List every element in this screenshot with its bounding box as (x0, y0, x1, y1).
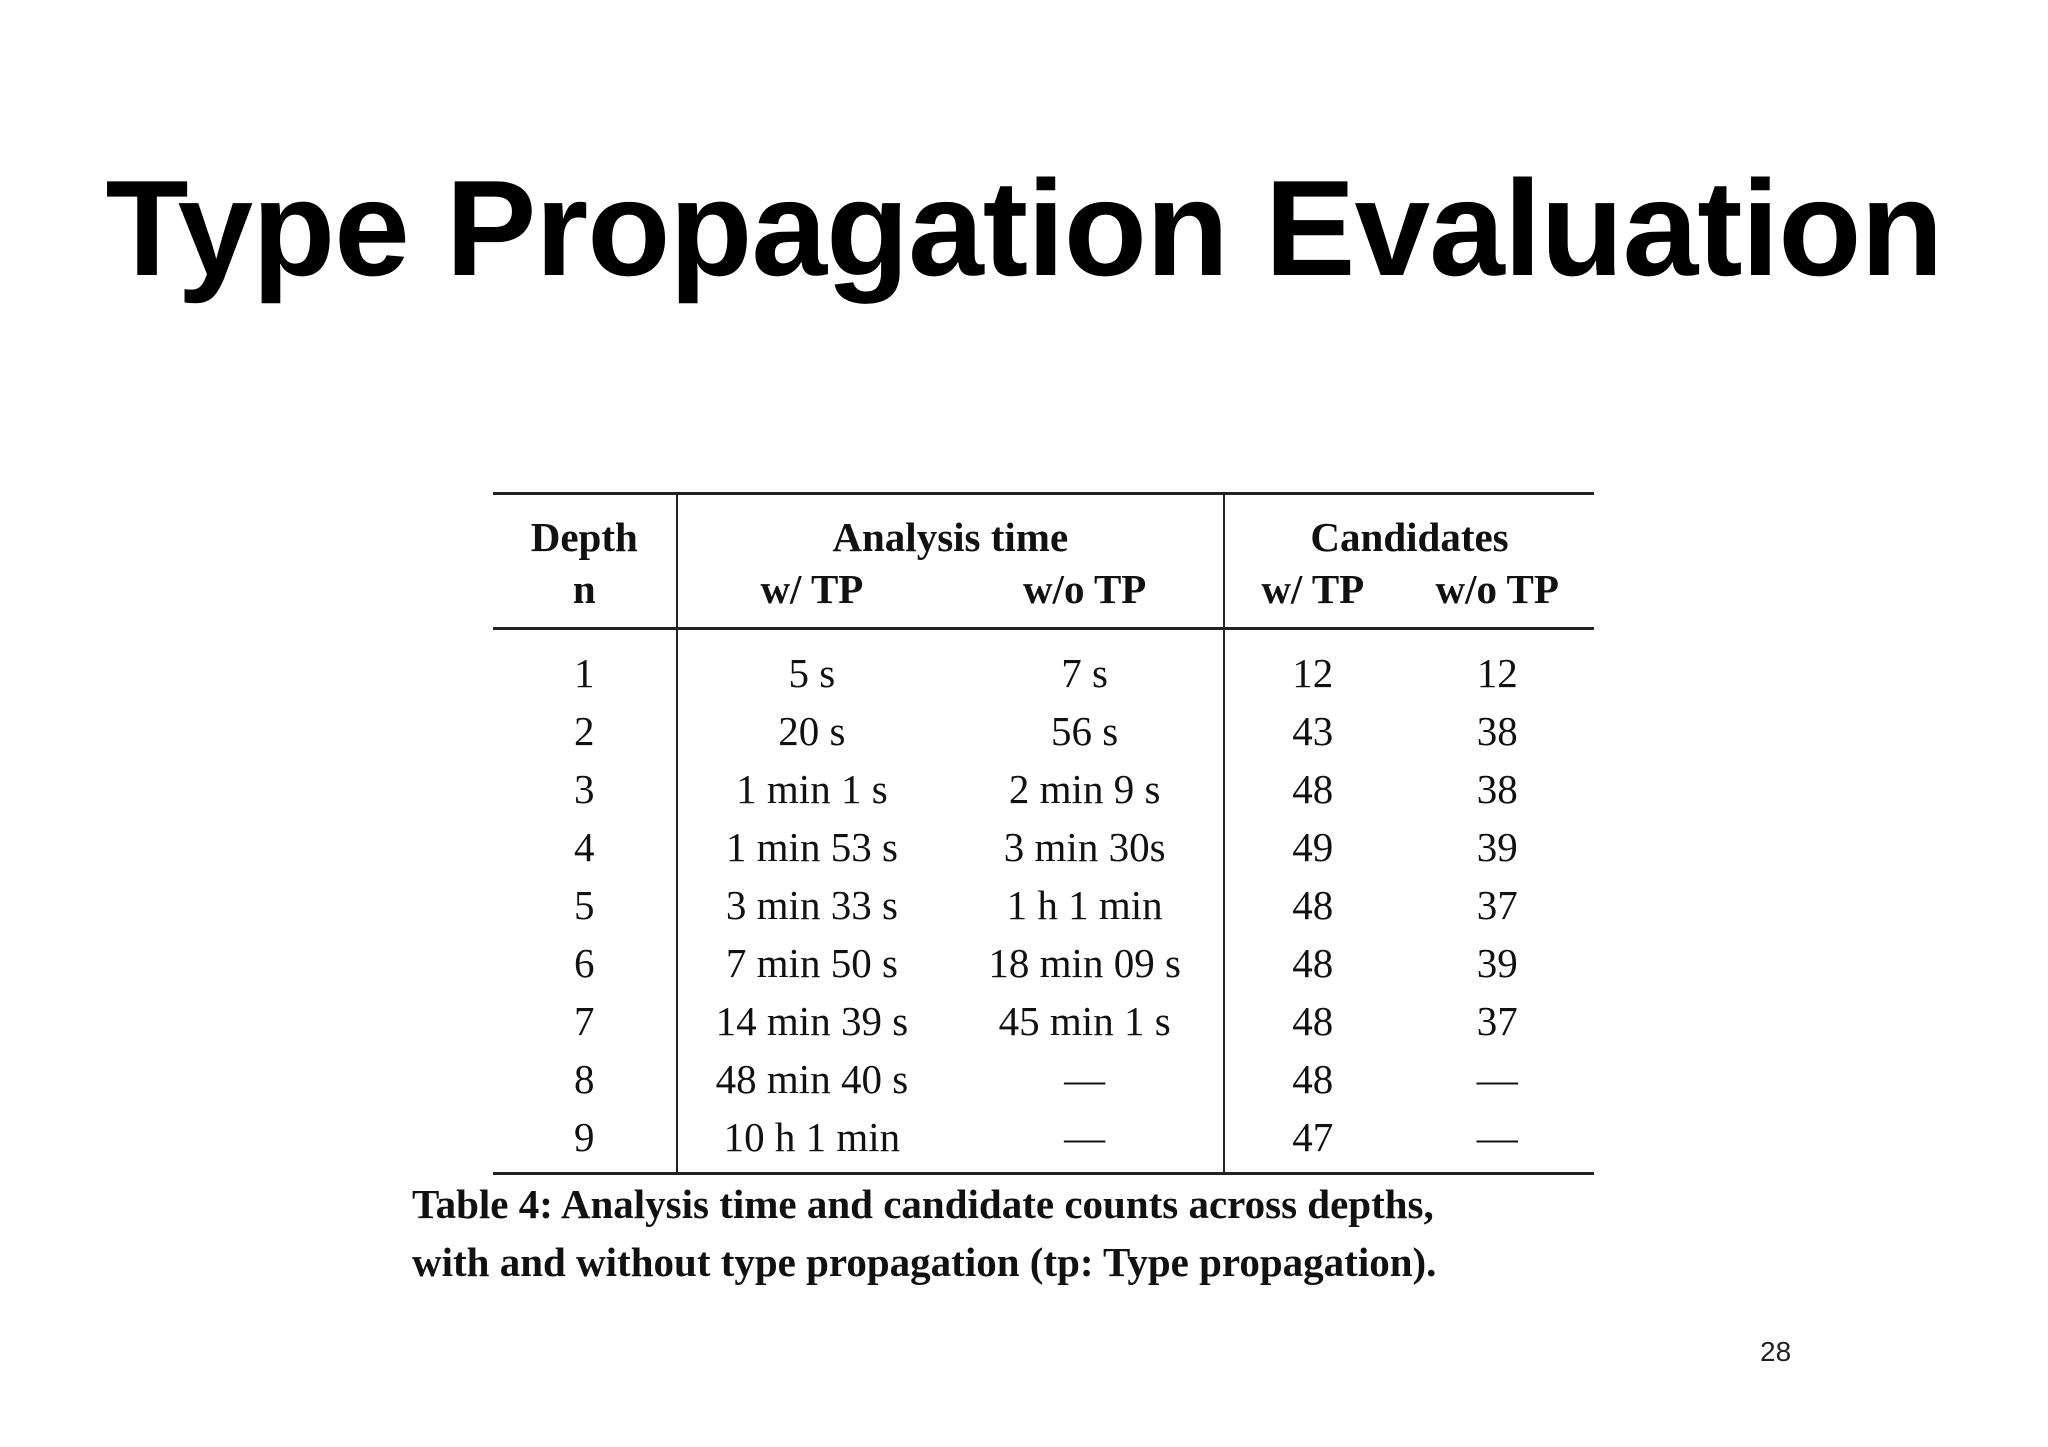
table-header-row-top (493, 494, 1594, 562)
cell-time-without: — (946, 1108, 1224, 1174)
cell-depth: 8 (493, 1050, 677, 1108)
slide-title: Type Propagation Evaluation (105, 152, 1943, 304)
cell-cand-with: 47 (1292, 1114, 1334, 1160)
cell-cand-without: 37 (1476, 882, 1518, 928)
cell-time-without: 7 s (946, 629, 1224, 703)
header-candidates: Candidates (1310, 514, 1509, 560)
table-row (493, 702, 1594, 760)
caption-line-1: Table 4: Analysis time and candidate counts across depths, (412, 1181, 1434, 1227)
cell-depth: 6 (493, 934, 677, 992)
cell-time-with: 7 min 50 s (725, 940, 898, 986)
cell-time-with: 10 h 1 min (723, 1114, 901, 1160)
cell-cand-without: 12 (1476, 650, 1518, 696)
table-row (493, 876, 1594, 934)
cell-cand-without: 39 (1476, 824, 1518, 870)
header-cand-with-tp: w/ TP (1224, 561, 1400, 629)
caption-line-2: with and without type propagation (tp: Type propagation). (412, 1239, 1437, 1285)
cell-cand-with: 12 (1292, 650, 1334, 696)
cell-cand-without: 39 (1476, 940, 1518, 986)
cell-depth: 9 (493, 1108, 677, 1174)
cell-time-with: 3 min 33 s (725, 882, 898, 928)
cell-cand-with: 48 (1292, 882, 1334, 928)
header-time-without-tp: w/o TP (946, 561, 1224, 629)
cell-time-with: 14 min 39 s (715, 998, 909, 1044)
header-depth: Depth (493, 494, 677, 562)
cell-depth: 1 (493, 629, 677, 703)
table-row (493, 1050, 1594, 1108)
table-row (493, 934, 1594, 992)
cell-cand-with: 48 (1292, 1056, 1334, 1102)
cell-time-without: 18 min 09 s (946, 934, 1224, 992)
header-depth-n: n (493, 561, 677, 629)
cell-depth: 7 (493, 992, 677, 1050)
cell-time-without: 3 min 30s (946, 818, 1224, 876)
table-row (493, 1108, 1594, 1174)
page-number: 28 (1760, 1336, 1792, 1367)
cell-time-without: 56 s (946, 702, 1224, 760)
cell-depth: 5 (493, 876, 677, 934)
results-table (493, 492, 1594, 1175)
table-header-row-sub (493, 561, 1594, 629)
cell-cand-without: — (1476, 1114, 1518, 1160)
cell-cand-without: 37 (1476, 998, 1518, 1044)
cell-depth: 3 (493, 760, 677, 818)
cell-time-with: 1 min 1 s (736, 766, 888, 812)
header-cand-without-tp: w/o TP (1401, 561, 1594, 629)
cell-cand-without: 38 (1476, 708, 1518, 754)
header-analysis-time: Analysis time (677, 494, 1225, 562)
cell-time-without: 2 min 9 s (946, 760, 1224, 818)
table-row (493, 992, 1594, 1050)
cell-time-with: 48 min 40 s (715, 1056, 909, 1102)
cell-cand-without: — (1476, 1056, 1518, 1102)
results-table-container (493, 492, 1594, 1175)
cell-time-with: 20 s (778, 708, 846, 754)
cell-cand-without: 38 (1476, 766, 1518, 812)
table-row (493, 760, 1594, 818)
table-row (493, 818, 1594, 876)
cell-time-without: — (946, 1050, 1224, 1108)
cell-cand-with: 48 (1292, 998, 1334, 1044)
table-caption (412, 1175, 1712, 1291)
cell-time-without: 1 h 1 min (946, 876, 1224, 934)
cell-depth: 4 (493, 818, 677, 876)
cell-cand-with: 43 (1292, 708, 1334, 754)
header-time-with-tp: w/ TP (677, 561, 947, 629)
cell-time-without: 45 min 1 s (946, 992, 1224, 1050)
cell-time-with: 1 min 53 s (725, 824, 898, 870)
table-row (493, 629, 1594, 703)
cell-cand-with: 48 (1292, 766, 1334, 812)
cell-cand-with: 49 (1292, 824, 1334, 870)
cell-cand-with: 48 (1292, 940, 1334, 986)
cell-depth: 2 (493, 702, 677, 760)
cell-time-with: 5 s (788, 650, 836, 696)
